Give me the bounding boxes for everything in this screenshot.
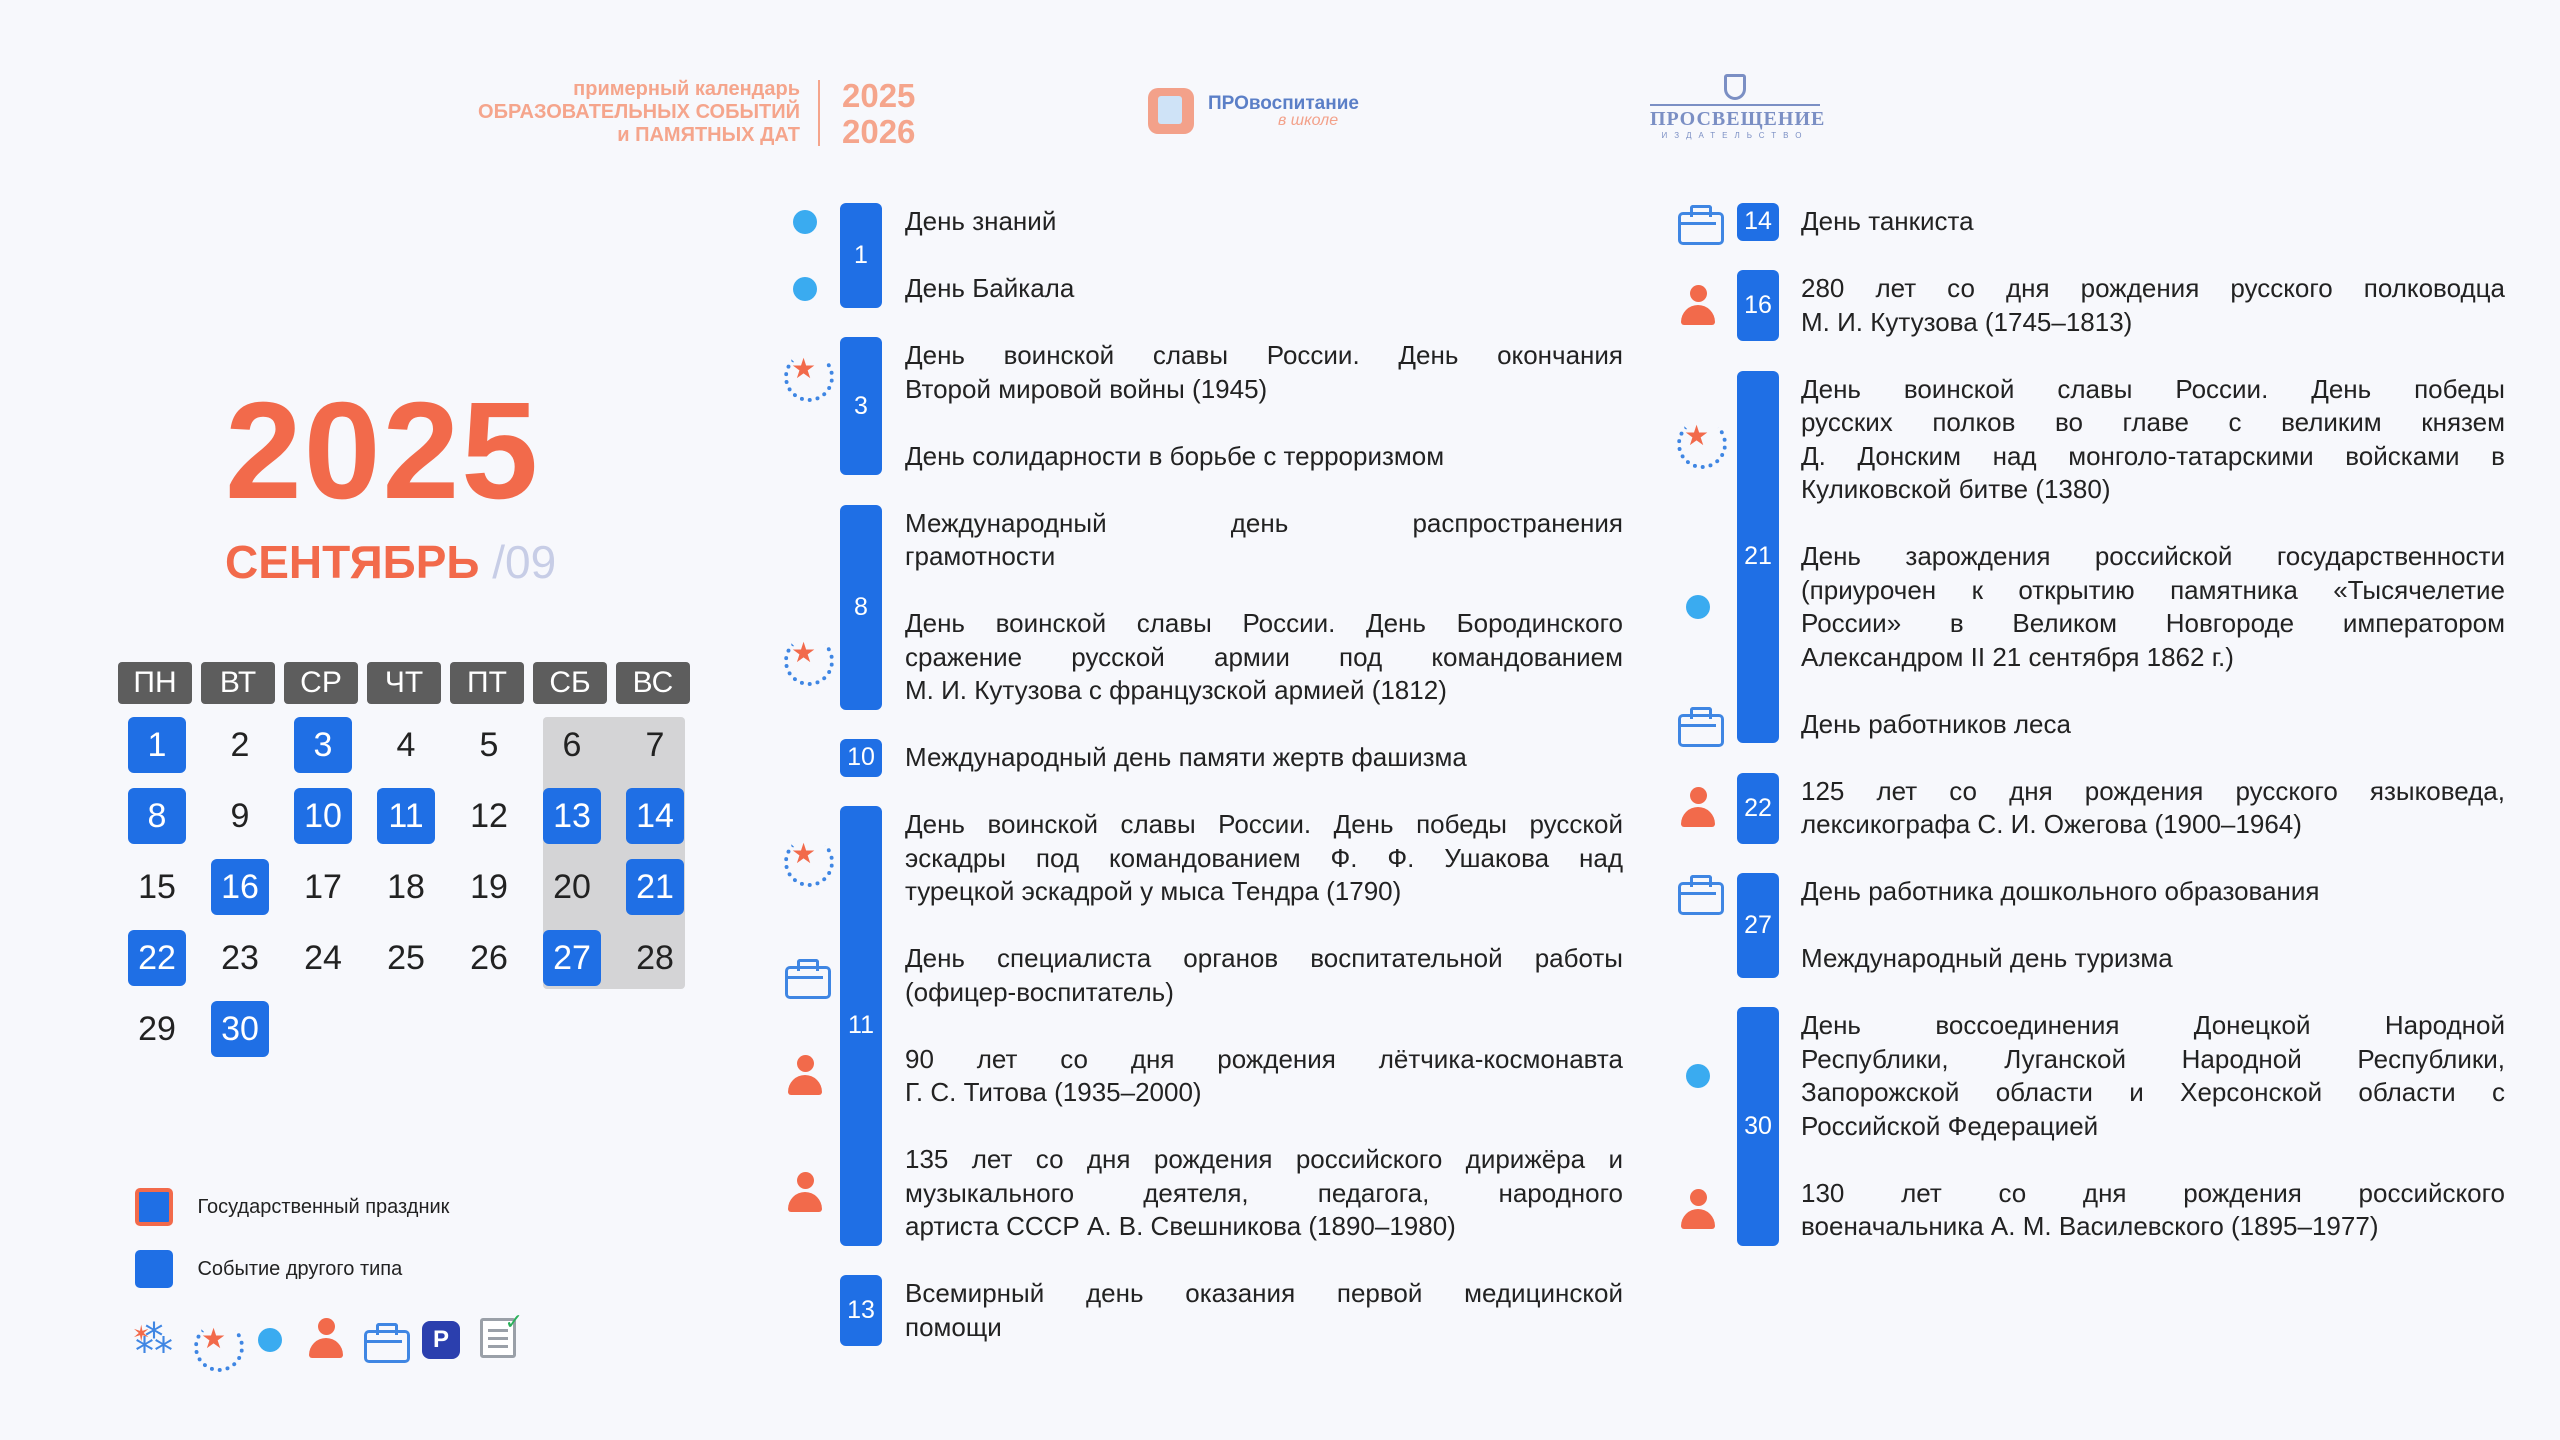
event-line: М. И. Кутузова (1745–1813) — [1801, 306, 2133, 337]
weekday-4: ПТ — [450, 662, 524, 704]
event-line: День зарождения российской государственности — [1801, 541, 2505, 571]
header-divider — [818, 80, 820, 146]
event-line: русских полков во главе с великим князем — [1801, 407, 2505, 437]
calendar-day[interactable]: 30 — [211, 1001, 269, 1057]
provospitanie-logo-icon — [1148, 88, 1194, 134]
event-line: Российской Федерацией — [1801, 1110, 2099, 1141]
dot-icon — [1686, 595, 1710, 619]
event-line: 90 лет со дня рождения лётчика-космонавта — [905, 1043, 1623, 1074]
prosveshchenie-logo-icon — [1724, 74, 1746, 100]
event-text — [1801, 272, 2505, 339]
event-line: 280 лет со дня рождения русского полководца — [1801, 273, 2505, 303]
event-line: Международный день памяти жертв фашизма — [905, 742, 1467, 772]
calendar-day[interactable]: 4 — [396, 725, 416, 764]
event-line: День работника дошкольного образования — [1801, 876, 2320, 906]
event-text — [905, 339, 1623, 406]
event-line: военачальника А. М. Василевского (1895–1977) — [1801, 1211, 2379, 1241]
event-date-badge: 27 — [1737, 873, 1779, 978]
calendar-day[interactable]: 13 — [543, 788, 601, 844]
calendar-day[interactable]: 27 — [543, 930, 601, 986]
event-line: День знаний — [905, 206, 1057, 236]
legend-icon-row — [132, 1318, 524, 1362]
wreath-icon: ★ — [1673, 415, 1723, 465]
event-line: День воссоединения Донецкой Народной — [1801, 1010, 2505, 1040]
event-line: День работников леса — [1801, 708, 2071, 739]
calendar-year: 2025 — [225, 374, 540, 528]
event-line: День специалиста органов воспитательной работы — [905, 943, 1623, 973]
event-date-badge: 11 — [840, 806, 882, 1246]
calendar-day[interactable]: 1 — [128, 717, 186, 773]
event-line: помощи — [905, 1311, 1002, 1342]
event-line: России» в Великом Новгороде императором — [1801, 608, 2505, 638]
calendar-day[interactable]: 9 — [230, 796, 250, 835]
event-line: День воинской славы России. День окончания — [905, 340, 1623, 370]
wreath-icon: ★ — [780, 348, 830, 398]
event-text — [1801, 373, 2505, 507]
event-date-badge: 8 — [840, 505, 882, 710]
calendar-day[interactable]: 21 — [626, 859, 684, 915]
calendar-day[interactable]: 18 — [387, 867, 425, 906]
event-line: Куликовской битве (1380) — [1801, 474, 2111, 504]
weekday-5: СБ — [533, 662, 607, 704]
event-line: артиста СССР А. В. Свешникова (1890–1980) — [905, 1211, 1456, 1241]
event-text — [1801, 708, 2505, 742]
person-icon — [1678, 1189, 1718, 1231]
event-text — [905, 205, 1623, 239]
calendar-day[interactable]: 26 — [470, 938, 508, 977]
event-date-badge: 21 — [1737, 371, 1779, 744]
event-date-badge: 10 — [840, 739, 882, 777]
event-line: 135 лет со дня рождения российского дирижёра и — [905, 1144, 1623, 1174]
briefcase-icon — [1678, 875, 1718, 909]
provospitanie-logo: ПРОвоспитание в школе — [1148, 88, 1359, 134]
dot-icon — [258, 1328, 282, 1352]
firework-icon: ⁂ ✶ — [132, 1318, 176, 1362]
state-holiday-swatch — [135, 1188, 173, 1226]
event-date-badge: 16 — [1737, 270, 1779, 341]
event-line: грамотности — [905, 541, 1056, 571]
event-date-badge: 30 — [1737, 1007, 1779, 1246]
event-date-badge: 22 — [1737, 773, 1779, 844]
calendar-day[interactable]: 10 — [294, 788, 352, 844]
calendar-day[interactable]: 5 — [479, 725, 499, 764]
event-line: Всемирный день оказания первой медицинской — [905, 1278, 1623, 1308]
event-line: День солидарности в борьбе с терроризмом — [905, 440, 1445, 471]
dot-icon — [793, 277, 817, 301]
event-line: эскадры под командованием Ф. Ф. Ушакова над — [905, 842, 1623, 873]
person-icon — [1678, 787, 1718, 829]
event-line: Международный день туризма — [1801, 943, 2173, 973]
weekday-6: ВС — [616, 662, 690, 704]
event-text — [905, 440, 1623, 474]
event-line: День танкиста — [1801, 206, 1974, 236]
event-text — [905, 1143, 1623, 1244]
event-line: сражение русской армии под командованием — [905, 641, 1623, 672]
calendar-day[interactable]: 12 — [470, 796, 508, 835]
calendar-day[interactable]: 17 — [304, 867, 342, 906]
event-date-badge: 1 — [840, 203, 882, 308]
calendar-day[interactable]: 15 — [138, 867, 176, 906]
event-line: 130 лет со дня рождения российского — [1801, 1177, 2505, 1208]
calendar-day[interactable]: 19 — [470, 867, 508, 906]
event-line: М. И. Кутузова с французской армией (1812) — [905, 675, 1447, 705]
event-line: День Байкала — [905, 273, 1075, 303]
event-text — [1801, 1177, 2505, 1244]
event-date-badge: 3 — [840, 337, 882, 475]
event-line: Запорожской области и Херсонской области с — [1801, 1077, 2505, 1107]
event-date-badge: 14 — [1737, 203, 1779, 241]
event-text — [905, 272, 1623, 306]
calendar-day[interactable]: 28 — [636, 938, 674, 977]
wreath-icon: ★ — [780, 632, 830, 682]
calendar-day[interactable]: 24 — [304, 938, 342, 977]
person-icon — [785, 1172, 825, 1214]
event-line: Международный день распространения — [905, 507, 1623, 538]
briefcase-icon — [785, 959, 825, 993]
event-text — [905, 607, 1623, 708]
event-text — [905, 507, 1623, 574]
event-line: Республики, Луганской Народной Республики, — [1801, 1043, 2505, 1074]
weekday-3: ЧТ — [367, 662, 441, 704]
event-text — [1801, 875, 2505, 909]
event-text — [1801, 1009, 2505, 1143]
calendar-day[interactable]: 2 — [230, 725, 250, 764]
header-years: 2025 2026 — [842, 77, 916, 150]
event-line: 125 лет со дня рождения русского языковеда, — [1801, 775, 2505, 806]
legend-other-event: Событие другого типа — [135, 1250, 402, 1288]
briefcase-icon — [364, 1323, 404, 1357]
dot-icon — [1686, 1064, 1710, 1088]
briefcase-icon — [1678, 205, 1718, 239]
event-line: (приурочен к открытию памятника «Тысячелетие — [1801, 574, 2505, 605]
calendar-day[interactable]: 22 — [128, 930, 186, 986]
calendar-day[interactable]: 29 — [138, 1009, 176, 1048]
dot-icon — [793, 210, 817, 234]
event-line: музыкального деятеля, педагога, народного — [905, 1177, 1623, 1208]
calendar-day[interactable]: 8 — [128, 788, 186, 844]
event-text — [905, 1277, 1623, 1344]
weekday-1: ВТ — [201, 662, 275, 704]
event-line: День воинской славы России. День победы русской — [905, 809, 1623, 839]
event-line: турецкой эскадрой у мыса Тендра (1790) — [905, 876, 1402, 906]
calendar-day[interactable]: 16 — [211, 859, 269, 915]
legend-state-holiday: Государственный праздник — [135, 1188, 449, 1226]
event-line: День воинской славы России. День победы — [1801, 373, 2505, 404]
wreath-icon: ★ — [780, 833, 830, 883]
calendar-day[interactable]: 25 — [387, 938, 425, 977]
event-line: День воинской славы России. День Бородинского — [905, 608, 1623, 638]
prosveshchenie-logo: ПРОСВЕЩЕНИЕ ИЗДАТЕЛЬСТВО — [1650, 74, 1820, 140]
event-line: (офицер-воспитатель) — [905, 976, 1174, 1007]
briefcase-icon — [1678, 707, 1718, 741]
event-line: Александром II 21 сентября 1862 г.) — [1801, 641, 2234, 672]
weekday-0: ПН — [118, 662, 192, 704]
event-line: лексикографа С. И. Ожегова (1900–1964) — [1801, 809, 2302, 839]
event-date-badge: 13 — [840, 1275, 882, 1346]
event-line: Второй мировой войны (1945) — [905, 373, 1268, 404]
calendar-day[interactable]: 14 — [626, 788, 684, 844]
person-icon — [1678, 285, 1718, 327]
event-text — [905, 942, 1623, 1009]
person-icon — [785, 1055, 825, 1097]
event-text — [905, 808, 1623, 909]
event-text — [905, 741, 1623, 775]
other-event-swatch — [135, 1250, 173, 1288]
calendar-month: СЕНТЯБРЬ /09 — [225, 536, 557, 588]
calendar-day[interactable]: 6 — [562, 725, 582, 764]
calendar-day[interactable]: 7 — [645, 725, 665, 764]
event-line: Г. С. Титова (1935–2000) — [905, 1077, 1202, 1107]
calendar-day[interactable]: 3 — [294, 717, 352, 773]
person-icon — [306, 1318, 346, 1360]
document-icon — [480, 1318, 516, 1358]
calendar-day[interactable]: 20 — [553, 867, 591, 906]
event-text — [1801, 205, 2505, 239]
header-title: примерный календарь ОБРАЗОВАТЕЛЬНЫХ СОБЫТИЙ и ПАМЯТНЫХ ДАТ — [478, 78, 800, 146]
weekday-2: СР — [284, 662, 358, 704]
event-text — [905, 1043, 1623, 1110]
calendar-day[interactable]: 11 — [377, 788, 435, 844]
wreath-icon: ★ — [190, 1318, 240, 1368]
ruble-icon: P — [422, 1321, 460, 1359]
event-line: Д. Донским над монголо-татарскими войсками в — [1801, 440, 2505, 471]
event-text — [1801, 540, 2505, 674]
calendar-day[interactable]: 23 — [221, 938, 259, 977]
event-text — [1801, 942, 2505, 976]
event-text — [1801, 775, 2505, 842]
